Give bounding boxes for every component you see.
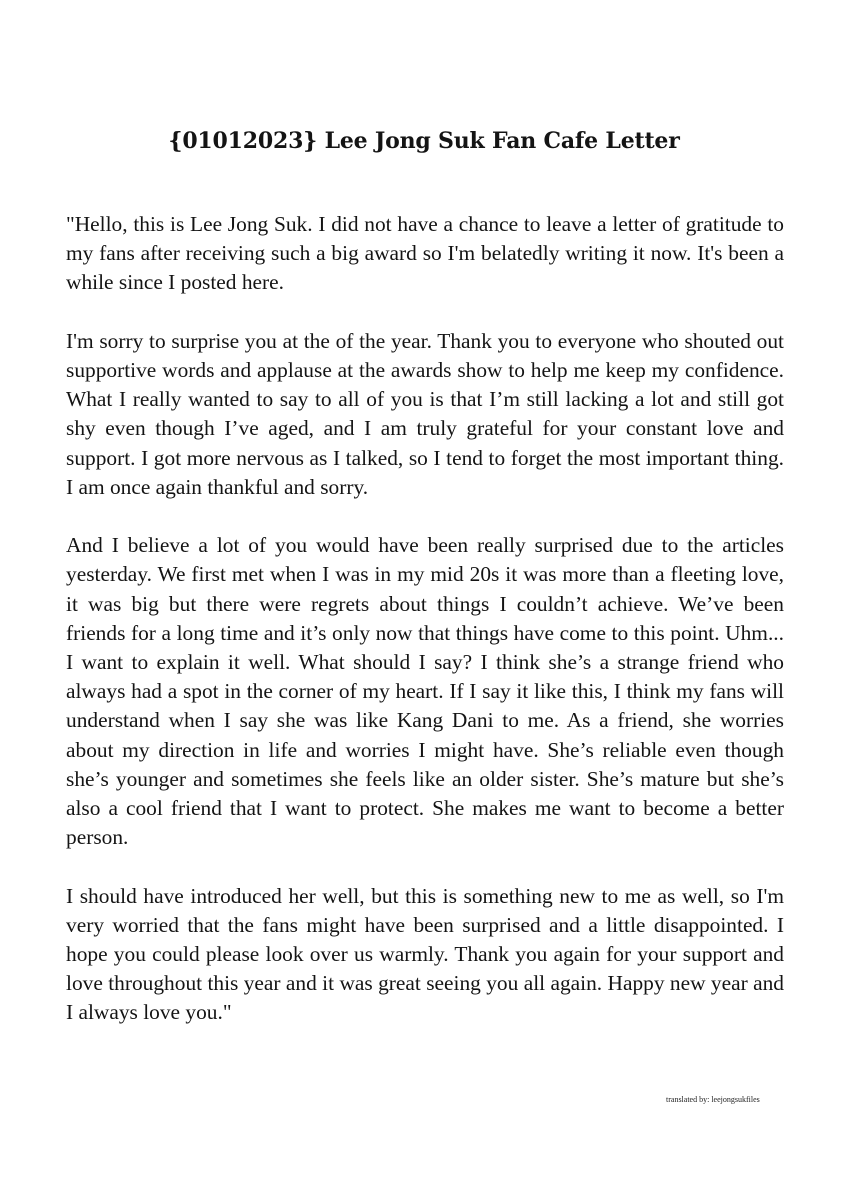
paragraph-1: "Hello, this is Lee Jong Suk. I did not have a chance to leave a letter of gratitude to my fans after receiving such a big award so I'm belatedly writing it now. It's been a while since I posted here. <box>66 212 784 295</box>
paragraph-3: And I believe a lot of you would have been really surprised due to the articles yesterday. We first met when I was in my mid 20s it was more than a fleeting love, it was big but there were regrets about things I couldn’t achieve. We’ve been friends for a long time and it’s only now that things have come to this point. Uhm... I want to explain it well. What should I say? I think she’s a strange friend who always had a spot in the corner of my heart. If I say it like this, I think my fans will understand when I say she was like Kang Dani to me. As a friend, she worries about my direction in life and worries I might have. She’s reliable even though she’s younger and sometimes she feels like an older sister. She’s mature but she’s also a cool friend that I want to protect. She makes me want to become a better person. <box>66 533 784 850</box>
paragraph-4: I should have introduced her well, but this is something new to me as well, so I'm very worried that the fans might have been surprised and a little disappointed. I hope you could please look over us warmly. Thank you again for your support and love throughout this year and it was great seeing you all again. Happy new year and I always love you." <box>66 883 784 1025</box>
paragraph-2: I'm sorry to surprise you at the of the year. Thank you to everyone who shouted out supportive words and applause at the awards show to help me keep my confidence. What I really wanted to say to all of you is that I’m still lacking a lot and still got shy even though I’ve aged, and I am truly grateful for your constant love and support. I got more nervous as I talked, so I tend to forget the most important thing. I am once again thankful and sorry. <box>66 328 784 499</box>
translator-credit: translated by: leejongsukfiles <box>666 1095 760 1104</box>
page-title: {01012023} Lee Jong Suk Fan Cafe Letter <box>168 128 680 154</box>
letter-body <box>66 210 784 1028</box>
